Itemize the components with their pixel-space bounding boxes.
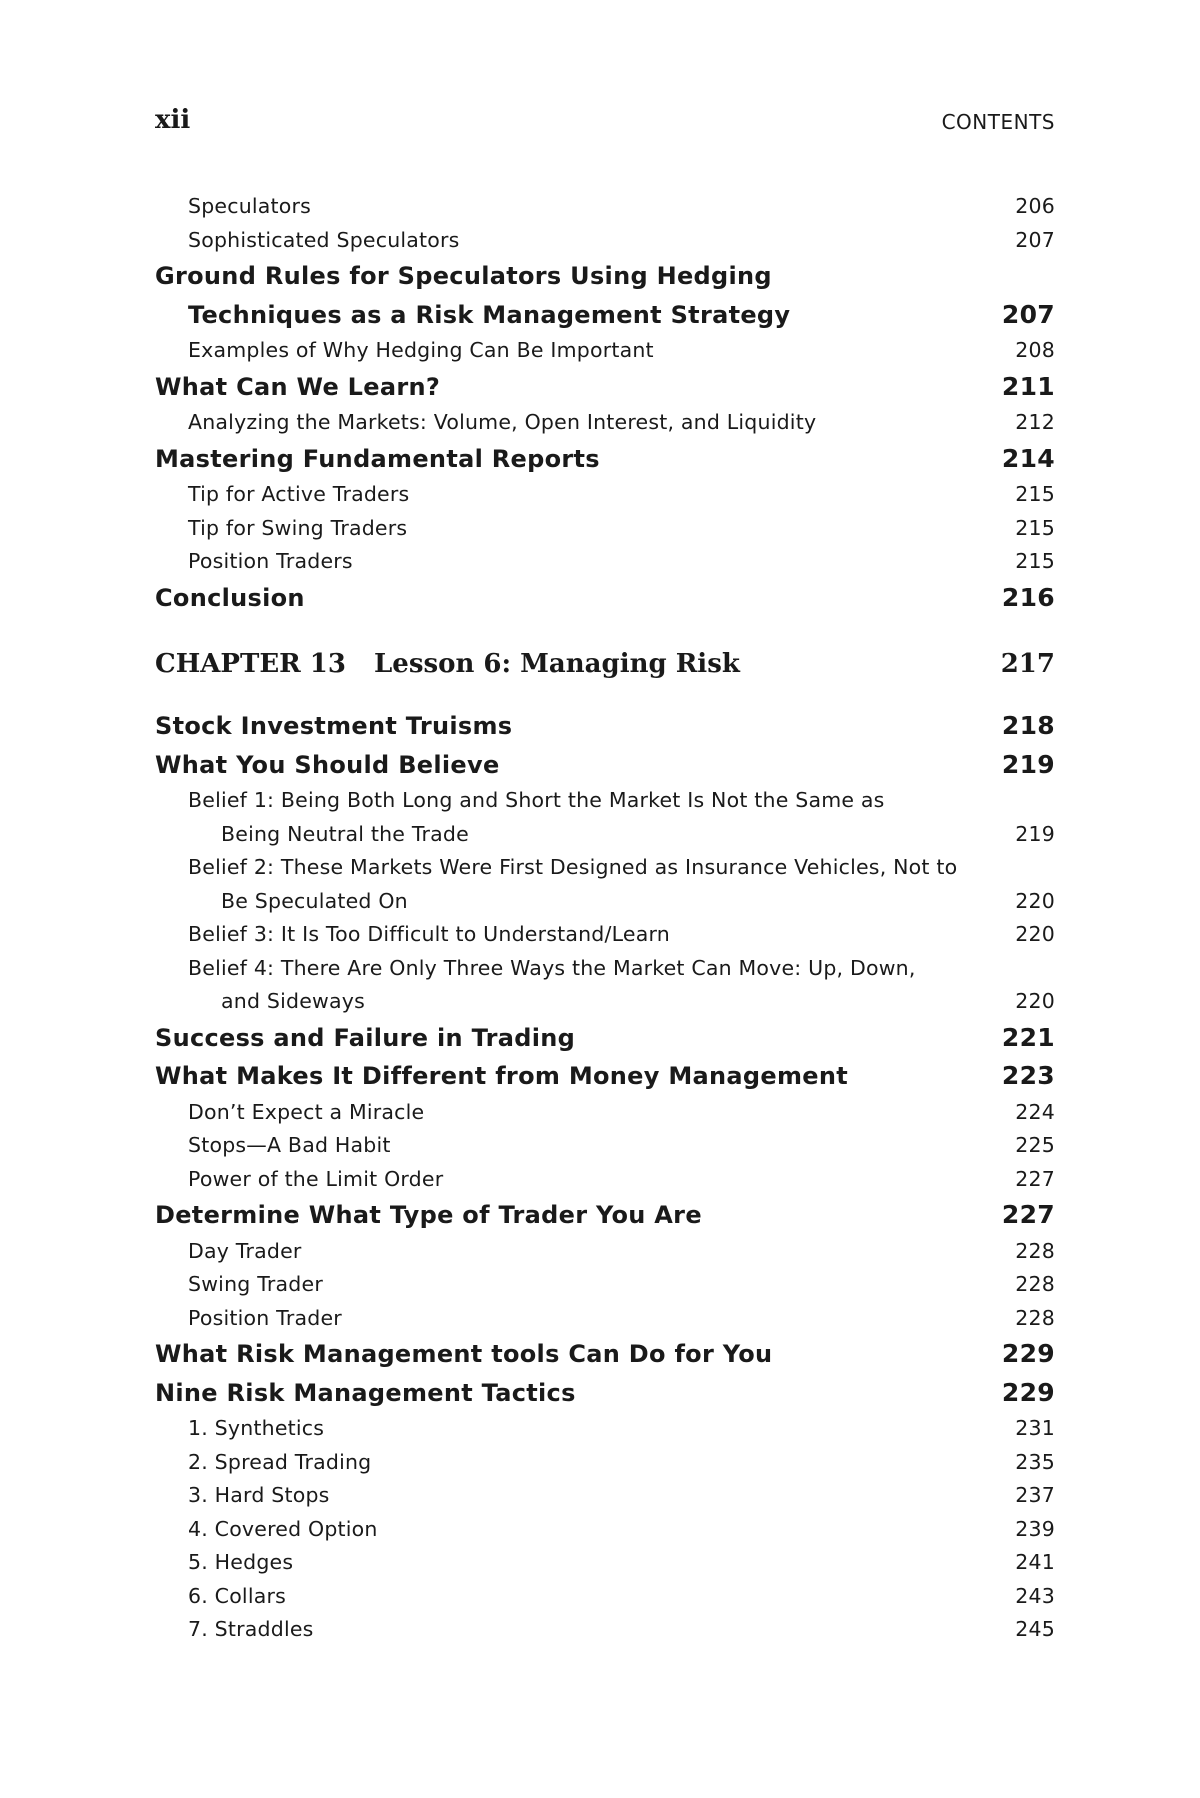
- toc-entry-page: 215: [1015, 549, 1055, 573]
- toc-entry-title: Belief 3: It Is Too Difficult to Understand/Learn: [188, 922, 670, 946]
- running-head: [155, 105, 1055, 145]
- toc-entry[interactable]: [155, 784, 1055, 851]
- toc-heading[interactable]: [155, 1057, 1055, 1096]
- toc-heading-title: Mastering Fundamental Reports: [155, 444, 600, 473]
- toc-entry[interactable]: [155, 224, 1055, 258]
- toc-heading[interactable]: [155, 1019, 1055, 1058]
- toc-entry[interactable]: [155, 1129, 1055, 1163]
- toc-entry-title: 7. Straddles: [188, 1617, 314, 1641]
- toc-entry-page: 231: [1015, 1416, 1055, 1440]
- toc-entry-title: Belief 2: These Markets Were First Designed as Insurance Vehicles, Not to Be Speculated On: [188, 855, 958, 913]
- toc-entry[interactable]: [155, 1513, 1055, 1547]
- toc-heading[interactable]: [155, 746, 1055, 785]
- toc-entry-title: 6. Collars: [188, 1583, 286, 1608]
- toc-entry-page: 208: [1015, 338, 1055, 362]
- toc-entry-title: Analyzing the Markets: Volume, Open Interest, and Liquidity: [188, 410, 817, 434]
- toc-entry-title: Tip for Active Traders: [188, 482, 410, 506]
- page-number: xii: [155, 105, 191, 135]
- toc-heading-title: Determine What Type of Trader You Are: [155, 1201, 702, 1229]
- toc-heading-page: 211: [1001, 371, 1055, 401]
- chapter-page: 217: [1000, 649, 1055, 679]
- toc-entry[interactable]: [155, 190, 1055, 224]
- toc-entry-title: Don’t Expect a Miracle: [188, 1099, 425, 1124]
- toc-heading[interactable]: [155, 440, 1055, 479]
- toc-entry-title: Day Trader: [188, 1238, 302, 1263]
- toc-entry[interactable]: [155, 334, 1055, 368]
- toc-heading-page: 229: [1001, 1339, 1055, 1368]
- toc-heading-title: Success and Failure in Trading: [155, 1023, 576, 1052]
- toc-heading[interactable]: [155, 368, 1055, 407]
- toc-entry-title: 1. Synthetics: [188, 1416, 325, 1440]
- toc-entry-page: 212: [1015, 410, 1055, 434]
- toc-entry[interactable]: [155, 1479, 1055, 1513]
- toc-entry-page: 228: [1015, 1238, 1055, 1263]
- toc-entry[interactable]: [155, 1412, 1055, 1446]
- toc-entry-title: Position Trader: [188, 1305, 342, 1330]
- toc-entry-page: 237: [1015, 1483, 1055, 1507]
- chapter-title-group: [155, 635, 995, 693]
- toc-entry[interactable]: [155, 918, 1055, 952]
- chapter-label: CHAPTER 13: [155, 649, 346, 679]
- book-page: [155, 0, 1055, 1798]
- toc-entry-page: 207: [1015, 227, 1055, 252]
- toc-entry-page: 228: [1015, 1272, 1055, 1296]
- toc-heading[interactable]: [155, 257, 1055, 334]
- toc-heading-page: 216: [1001, 582, 1055, 612]
- toc-entry[interactable]: [155, 1446, 1055, 1480]
- toc-heading-page: 214: [1001, 443, 1055, 473]
- toc-heading[interactable]: [155, 1374, 1055, 1413]
- toc-entry-page: 215: [1015, 482, 1055, 506]
- toc-entry-title: Sophisticated Speculators: [188, 227, 460, 252]
- toc-entry-page: 241: [1015, 1550, 1055, 1574]
- toc-heading-page: 218: [1001, 711, 1055, 740]
- toc-heading-title: What You Should Believe: [155, 750, 500, 779]
- toc-entry[interactable]: [155, 851, 1055, 918]
- toc-heading[interactable]: [155, 1196, 1055, 1235]
- toc-entry[interactable]: [155, 1268, 1055, 1302]
- toc-entry-page: 225: [1015, 1133, 1055, 1157]
- chapter-title: Lesson 6: Managing Risk: [374, 649, 740, 679]
- toc-entry-page: 243: [1015, 1583, 1055, 1608]
- toc-entry[interactable]: [155, 1302, 1055, 1336]
- toc-entry[interactable]: [155, 1096, 1055, 1130]
- toc-heading-title: Stock Investment Truisms: [155, 712, 513, 740]
- toc-entry-title: Belief 4: There Are Only Three Ways the Market Can Move: Up, Down, and Sideways: [188, 955, 916, 1013]
- toc-entry-page: 235: [1015, 1449, 1055, 1474]
- toc-entry[interactable]: [155, 952, 1055, 1019]
- toc-heading-title: What Can We Learn?: [155, 372, 441, 401]
- toc-entry-title: Examples of Why Hedging Can Be Important: [188, 338, 654, 362]
- toc-entry-title: Belief 1: Being Both Long and Short the Market Is Not the Same as Being Neutral the Trade: [188, 788, 885, 846]
- toc-entry-page: 215: [1015, 515, 1055, 540]
- toc-heading-title: Nine Risk Management Tactics: [155, 1378, 576, 1407]
- toc-entry[interactable]: [155, 1580, 1055, 1614]
- toc-entry[interactable]: [155, 545, 1055, 579]
- toc-entry-title: Swing Trader: [188, 1272, 323, 1296]
- toc-entry-page: 228: [1015, 1305, 1055, 1330]
- toc-heading-title: What Makes It Different from Money Management: [155, 1062, 849, 1090]
- section-name: CONTENTS: [941, 110, 1055, 134]
- toc-entry-title: Position Traders: [188, 549, 353, 573]
- toc-entry-page: 239: [1015, 1516, 1055, 1541]
- toc-heading[interactable]: [155, 707, 1055, 746]
- toc-entry-page: 220: [1015, 989, 1055, 1013]
- toc-heading-title: Conclusion: [155, 583, 305, 612]
- toc-heading[interactable]: [155, 1335, 1055, 1374]
- toc-heading-page: 221: [1001, 1022, 1055, 1052]
- toc-entry-page: 245: [1015, 1617, 1055, 1641]
- toc-entry[interactable]: [155, 1613, 1055, 1647]
- toc-entry[interactable]: [155, 1163, 1055, 1197]
- toc-entry-title: Power of the Limit Order: [188, 1166, 444, 1191]
- toc-heading-page: 223: [1001, 1061, 1055, 1090]
- toc-entry[interactable]: [155, 478, 1055, 512]
- toc-entry-title: Stops—A Bad Habit: [188, 1133, 391, 1157]
- toc-heading-page: 207: [1001, 299, 1055, 329]
- toc-entry[interactable]: [155, 1235, 1055, 1269]
- toc-heading-page: 229: [1001, 1377, 1055, 1407]
- toc-entry-title: Tip for Swing Traders: [188, 515, 408, 540]
- toc-heading-page: 219: [1001, 749, 1055, 779]
- toc-heading-page: 227: [1001, 1200, 1055, 1229]
- toc-entry-title: 3. Hard Stops: [188, 1483, 330, 1507]
- toc-heading[interactable]: [155, 579, 1055, 618]
- toc-entry-title: 4. Covered Option: [188, 1516, 378, 1541]
- toc-entry[interactable]: [155, 406, 1055, 440]
- toc-entry-page: 224: [1015, 1099, 1055, 1124]
- toc-entry-page: 220: [1015, 922, 1055, 946]
- toc-entry-title: 5. Hedges: [188, 1550, 294, 1574]
- toc-entry-title: Speculators: [188, 194, 312, 218]
- toc-entry-page: 220: [1015, 888, 1055, 913]
- toc-entry-title: 2. Spread Trading: [188, 1449, 372, 1474]
- toc-heading-title: What Risk Management tools Can Do for You: [155, 1340, 773, 1368]
- toc-entry[interactable]: [155, 512, 1055, 546]
- toc-entry[interactable]: [155, 1546, 1055, 1580]
- table-of-contents: [155, 190, 1055, 1647]
- toc-entry-page: 206: [1015, 194, 1055, 218]
- toc-entry-page: 219: [1015, 821, 1055, 846]
- chapter-heading[interactable]: [155, 635, 1055, 693]
- toc-heading-title: Ground Rules for Speculators Using Hedging Techniques as a Risk Management Strategy: [155, 262, 791, 329]
- toc-entry-page: 227: [1015, 1166, 1055, 1191]
